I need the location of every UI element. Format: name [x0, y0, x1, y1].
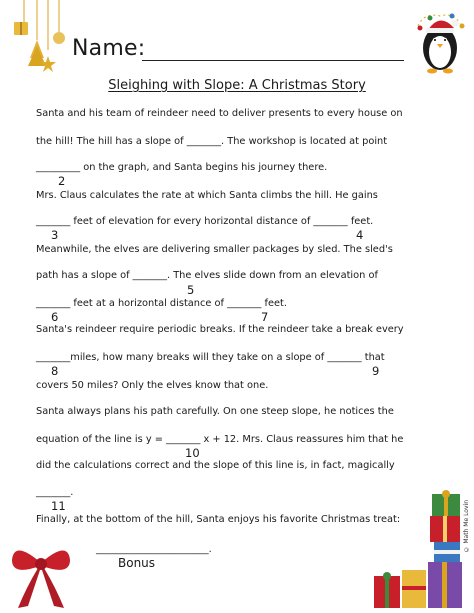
- page-title: Sleighing with Slope: A Christmas Story: [108, 78, 366, 93]
- name-input-line[interactable]: [142, 60, 404, 61]
- blank-number: 4: [356, 228, 364, 242]
- story-line: the hill! The hill has a slope of _______. The workshop is located at point: [36, 136, 388, 147]
- credit-text: © Math Me Lovin: [463, 500, 470, 553]
- story-line: _________ on the graph, and Santa begins his journey there.: [36, 162, 328, 173]
- blank-number: 2: [58, 174, 66, 188]
- story-line: Mrs. Claus calculates the rate at which Santa climbs the hill. He gains: [36, 190, 378, 201]
- story-line: _______miles, how many breaks will they take on a slope of _______ that: [36, 352, 385, 363]
- blank-number: 5: [187, 283, 195, 297]
- story-line: equation of the line is y = _______ x + 12. Mrs. Claus reassures him that he: [36, 434, 404, 445]
- blank-number: 9: [372, 364, 380, 378]
- story-line: Santa's reindeer require periodic breaks. If the reindeer take a break every: [36, 324, 404, 335]
- name-label: Name:: [72, 36, 146, 61]
- ornaments-decoration: [4, 0, 72, 78]
- story-line: _______.: [36, 487, 74, 498]
- bonus-label: Bonus: [118, 556, 156, 570]
- penguin-icon: [410, 6, 470, 76]
- blank-number: 11: [51, 499, 66, 513]
- story-line: covers 50 miles? Only the elves know that one.: [36, 380, 269, 391]
- blank-number: 10: [185, 446, 200, 460]
- blank-number: 8: [51, 364, 59, 378]
- treat-blank[interactable]: _______________________.: [96, 544, 212, 555]
- blank-number: 3: [51, 228, 59, 242]
- story-line: path has a slope of _______. The elves slide down from an elevation of: [36, 270, 378, 281]
- story-line: did the calculations correct and the slope of this line is, in fact, magically: [36, 460, 395, 471]
- story-line: Meanwhile, the elves are delivering smaller packages by sled. The sled's: [36, 244, 393, 255]
- story-line: Santa and his team of reindeer need to deliver presents to every house on: [36, 108, 403, 119]
- story-line: Finally, at the bottom of the hill, Santa enjoys his favorite Christmas treat:: [36, 514, 401, 525]
- blank-number: 7: [261, 310, 269, 324]
- gifts-icon: [372, 490, 470, 610]
- blank-number: 6: [51, 310, 59, 324]
- bow-icon: [6, 536, 76, 612]
- bauble-icon: [53, 32, 65, 44]
- story-line: _______ feet of elevation for every horizontal distance of _______ feet.: [36, 216, 374, 227]
- story-line: Santa always plans his path carefully. On one steep slope, he notices the: [36, 406, 394, 417]
- story-line: _______ feet at a horizontal distance of _______ feet.: [36, 298, 287, 309]
